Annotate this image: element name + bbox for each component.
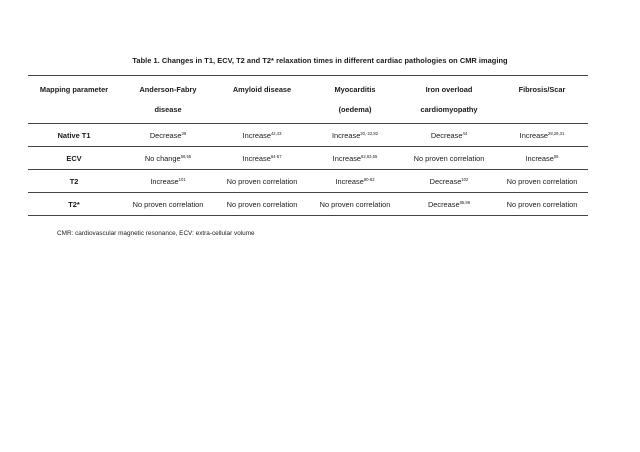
table-cell: No proven correlation xyxy=(506,199,578,209)
row-label-native-t1: Native T1 xyxy=(57,130,91,140)
table-cell: No proven correlation xyxy=(226,199,298,209)
table-row xyxy=(28,147,588,170)
header-fibrosis-scar: Fibrosis/Scar xyxy=(518,85,566,94)
table-cell: Increase$^{62,63,55}$ xyxy=(332,153,378,163)
table-footnote: CMR: cardiovascular magnetic resonance, ECV: extra-cellular volume xyxy=(57,230,255,237)
table-cell: No proven correlation xyxy=(132,199,204,209)
table-cell: No proven correlation xyxy=(413,153,485,163)
table-cell: Decrease$^{39}$ xyxy=(149,130,187,140)
table-cell: No change$^{58,55}$ xyxy=(144,153,192,163)
table-cell: Increase$^{80-82}$ xyxy=(335,176,375,186)
table-row xyxy=(28,193,588,216)
header-row xyxy=(28,76,588,124)
mapping-table xyxy=(28,75,588,216)
table-cell: No proven correlation xyxy=(319,199,391,209)
table-cell: No proven correlation xyxy=(506,176,578,186)
header-mapping-parameter: Mapping parameter xyxy=(39,85,109,94)
row-label-ecv: ECV xyxy=(66,153,82,163)
table-cell: Decrease$^{44}$ xyxy=(430,130,468,140)
row-label-t2: T2 xyxy=(69,176,79,186)
header-iron-overload: Iron overload cardiomyopathy xyxy=(420,85,478,114)
row-label-t2-star: T2* xyxy=(68,199,80,209)
table-cell: Increase$^{101}$ xyxy=(150,176,186,186)
table-row xyxy=(28,170,588,193)
table-cell: Increase$^{20,-22,82}$ xyxy=(331,130,379,140)
table-cell: Increase$^{55}$ xyxy=(525,153,559,163)
table-cell: Increase$^{64-67}$ xyxy=(242,153,282,163)
table-cell: No proven correlation xyxy=(226,176,298,186)
header-amyloid: Amyloid disease xyxy=(232,85,292,94)
table-cell: Increase$^{28,29,31}$ xyxy=(519,130,565,140)
table-row xyxy=(28,124,588,147)
table-title: Table 1. Changes in T1, ECV, T2 and T2* relaxation times in different cardiac pathologies on CMR imaging xyxy=(132,56,508,65)
header-myocarditis: Myocarditis (oedema) xyxy=(334,85,376,114)
table-cell: Decrease$^{95,96}$ xyxy=(427,199,471,209)
header-anderson-fabry: Anderson-Fabry disease xyxy=(139,85,197,114)
table-cell: Decrease$^{102}$ xyxy=(429,176,469,186)
table-cell: Increase$^{42,43}$ xyxy=(242,130,282,140)
table-header xyxy=(28,76,588,124)
